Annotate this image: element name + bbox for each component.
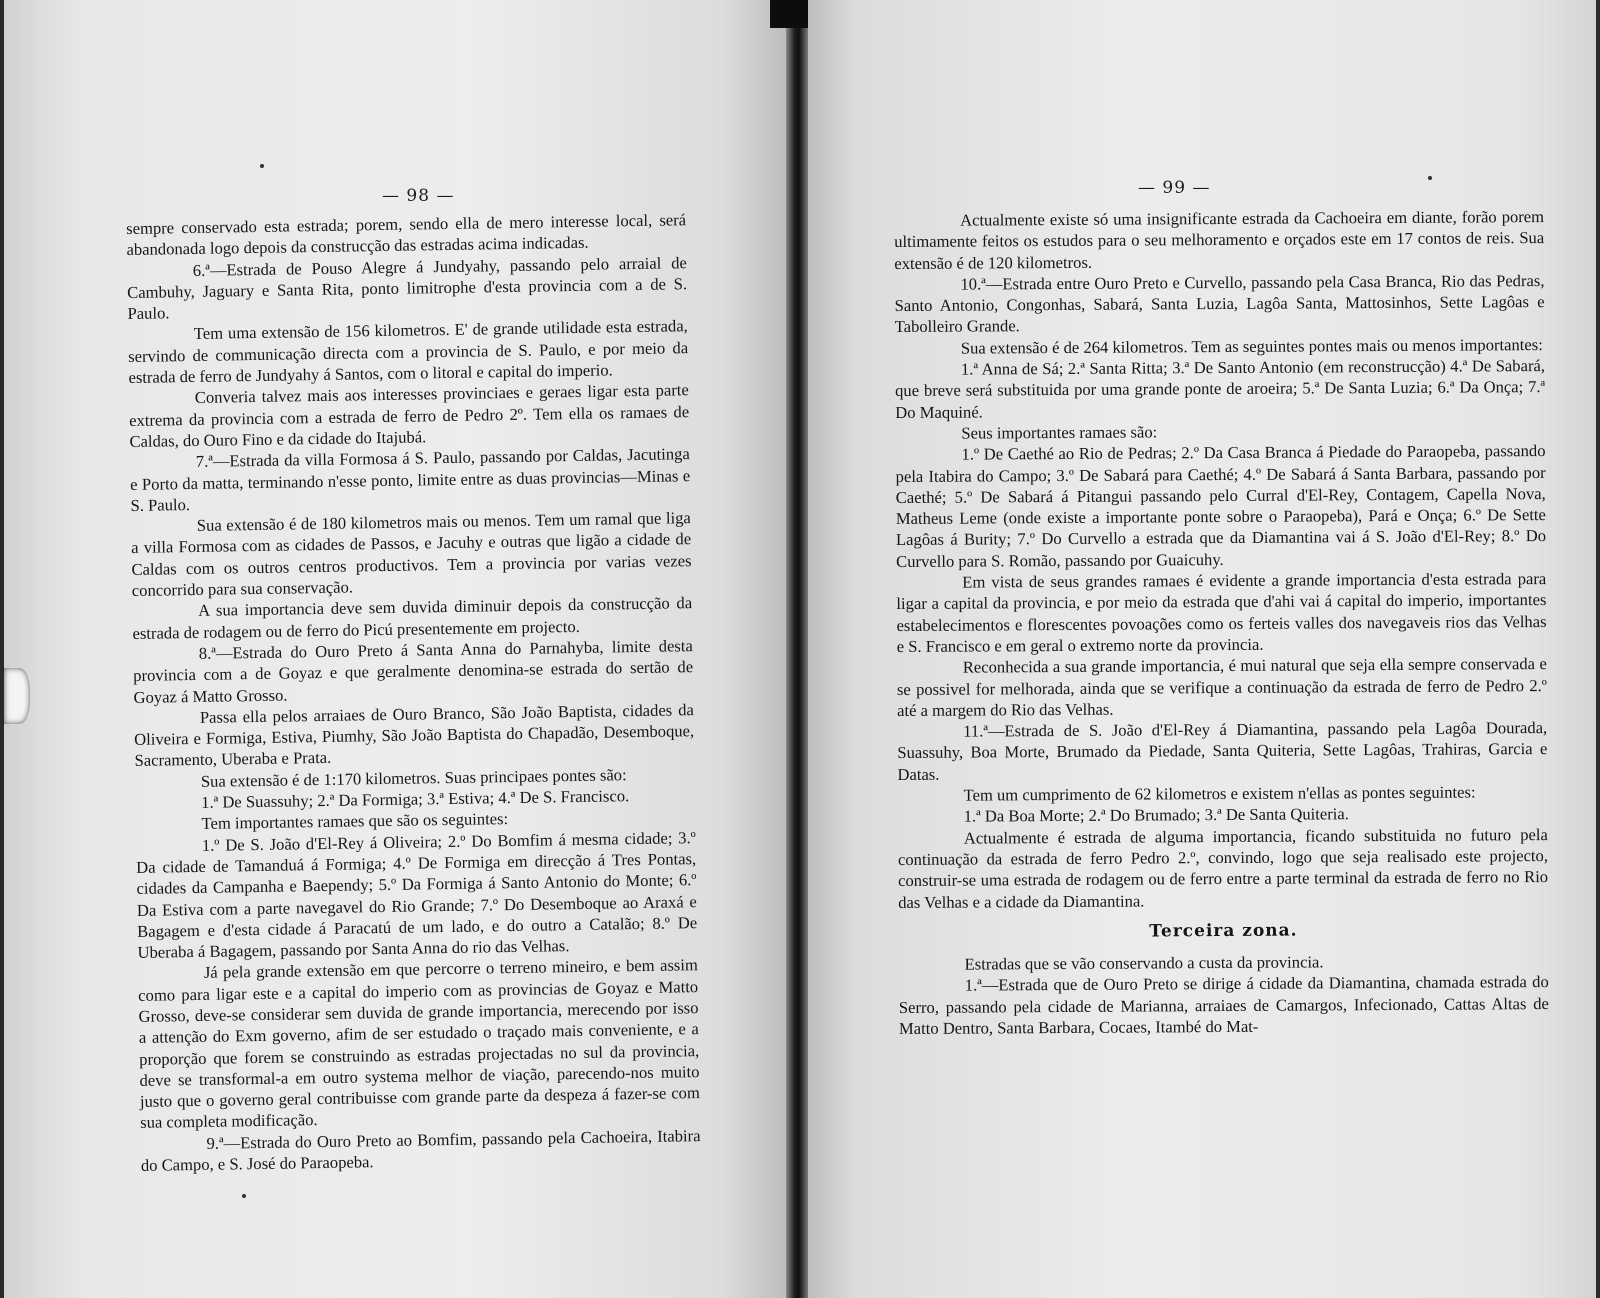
paragraph: 1.ª De Suassuhy; 2.ª Da Formiga; 3.ª Estiva; 4.ª De S. Francisco.: [201, 786, 630, 812]
paragraph: 1.ª Da Boa Morte; 2.ª Do Brumado; 3.ª De Santa Quiteria.: [963, 804, 1349, 826]
paragraph: 1.º De S. João d'El-Rey á Oliveira; 2.º Do Bomfim á mesma cidade; 3.º Da cidade de Tamanduá á Formiga; 4.º De Formiga em direcção á Tres Pontas, cidades da Campanha e Baependy; 5.º Da Formiga á Santo Antonio do Monte; 6.º Da Estiva com a parte navegavel do Rio Grande; 7.º Do Desemboque ao Araxá e Bagagem e d'esta cidade á Paracatú de um lado, e do outro a Catalão; 8.º De Uberaba á Bagagem, passando por Santa Anna do rio das Velhas.: [136, 827, 698, 963]
ink-speck: [1428, 176, 1432, 180]
paragraph: 7.ª—Estrada da villa Formosa á S. Paulo, passando por Caldas, Jacutinga e Porto da matta, terminando n'esse ponto, limite entre as duas provincias—Minas e S. Paulo.: [130, 444, 691, 515]
page-body: [126, 209, 701, 1176]
paragraph: sempre conservado esta estrada; porem, sendo ella de mero interesse local, será abandonada logo depois da construcção das estradas acima indicadas.: [126, 210, 687, 260]
paragraph: 1.º De Caethé ao Rio de Pedras; 2.º Da Casa Branca á Piedade do Paraopeba, passando pela Itabira do Campo; 3.º De Sabará para Caethé; 4.º De Sabará á Santa Barbara, passando por Caethé; 5.º De Sabará á Pitangui passando pelo Curral d'El-Rey, Contagem, Capella Nova, Matheus Leme (onde existe a importante ponte sobre o Paraopeba), Pará e Onça; 6.º De Sette Lagôas á Burity; 7.º Do Curvello a estrada que da Diamantina vai á S. João d'El-Rey; 8.º Do Curvello para S. Romão, passando por Guaicuhy.: [895, 441, 1547, 571]
paragraph: Em vista de seus grandes ramaes é evidente a grande importancia d'esta estrada para ligar a capital da provincia, e por meio da estrada que d'ahi vai á capital do imperio, importantes estabelecimentos e florescentes povoações como os ferteis valles dos navegaveis rios das Velhas e S. Francisco e em geral o extremo norte da provincia.: [896, 569, 1547, 656]
paragraph: 1.ª Anna de Sá; 2.ª Santa Ritta; 3.ª De Santo Antonio (em reconstrucção) 4.ª De Sabará, que breve será substituida por uma grande ponte de aroeira; 5.ª De Santa Luzia; 6.ª Da Onça; 7.ª Do Maquiné.: [895, 356, 1546, 422]
paragraph: Sua extensão é de 264 kilometros. Tem as seguintes pontes mais ou menos importantes:: [960, 334, 1543, 358]
paragraph: Estradas que se vão conservando a custa da provincia.: [964, 952, 1324, 974]
paragraph: 6.ª—Estrada de Pouso Alegre á Jundyahy, passando pelo arraial de Cambuhy, Jaguary e Santa Rita, ponto limitrophe d'esta provincia com a de S. Paulo.: [127, 252, 688, 324]
paragraph: Tem uma extensão de 156 kilometros. E' de grande utilidade esta estrada, servindo de communicação directa com a provincia de S. Paulo, e por meio da estrada de ferro de Jundyahy á Santos, com o litoral e capital do imperio.: [128, 316, 689, 388]
paragraph: Actualmente existe só uma insignificante estrada da Cachoeira em diante, forão porem ultimamente feitos os estudos para o seu melhoramento e orçados este em 17 contos de reis. Sua extensão é de 120 kilometros.: [894, 207, 1545, 273]
paper-tear: [4, 668, 30, 724]
paragraph: A sua importancia deve sem duvida diminuir depois da construcção da estrada de rodagem ou de ferro do Picú presentemente em projecto.: [132, 593, 693, 643]
page-number: — 99 —: [1138, 178, 1211, 198]
paragraph: Reconhecida a sua grande importancia, é mui natural que seja ella sempre conservada e se possivel for melhorada, ainda que se verifique a continuação da estrada de ferro de Pedro 2.º até a margem do Rio das Velhas.: [896, 654, 1547, 720]
paragraph: Sua extensão é de 180 kilometros mais ou menos. Tem um ramal que liga a villa Formosa com as cidades de Passos, e Jacuhy e outras que ligão a cidade de Caldas com os outros centros productivos. Tem a provincia por varias vezes concorrido para sua conservação.: [131, 508, 692, 600]
paragraph: 8.ª—Estrada do Ouro Preto á Santa Anna do Parnahyba, limite desta provincia com a de Goyaz e que geralmente denomina-se estrada do sertão de Goyaz á Matto Grosso.: [133, 636, 694, 707]
paragraph: Converia talvez mais aos interesses provinciaes e geraes ligar esta parte extrema da provincia com a estrada de ferro de Pedro 2º. Tem ella os ramaes de Caldas, do Ouro Fino e da cidade do Itajubá.: [129, 380, 690, 451]
ink-speck: [242, 1194, 246, 1198]
right-page: [808, 0, 1596, 1298]
paragraph: Actualmente é estrada de alguma importancia, ficando substituida no futuro pela continuação da estrada de ferro Pedro 2.º, convindo, logo que seja realisado este projecto, construir-se uma estrada de rodagem ou de ferro entre a parte terminal da estrada de ferro no Rio das Velhas e a cidade da Diamantina.: [897, 824, 1549, 912]
section-heading: Terceira zona.: [1149, 920, 1298, 942]
paragraph: Seus importantes ramaes são:: [961, 422, 1158, 443]
paragraph: Sua extensão é de 1:170 kilometros. Suas principaes pontes são:: [200, 764, 627, 791]
page-number: — 98 —: [382, 186, 455, 206]
page-body: [894, 206, 1549, 1039]
paragraph: Já pela grande extensão em que percorre o terreno mineiro, e bem assim como para ligar este e a capital do imperio com as provincias de Goyaz e Matto Grosso, deve-se considerar sem duvida de grande importancia, merecendo por isso a attenção do Exm governo, afim de ser estudado o traçado mais conveniente, e a proporção que forem se construindo as estradas projectadas no sul da provincia, deve se transformal-a em outro systema melhor de viação, parecendo-nos muito justo que o governo geral contribuisse com grande parte da despeza á fazer-se com sua completa modificação.: [138, 955, 700, 1133]
left-page: [4, 0, 786, 1298]
paragraph: Tem um cumprimento de 62 kilometros e existem n'ellas as pontes seguintes:: [963, 782, 1476, 805]
ink-speck: [260, 164, 264, 168]
paragraph: 11.ª—Estrada de S. João d'El-Rey á Diamantina, passando pela Lagôa Dourada, Suassuhy, Boa Morte, Brumado da Piedade, Santa Quiteria, Sette Lagôas, Trahiras, Garcia e Datas.: [897, 718, 1548, 784]
paragraph: Passa ella pelos arraiaes de Ouro Branco, São João Baptista, cidades da Oliveira e Formiga, Estiva, Piumhy, São João Baptista do Chapadão, Desemboque, Sacramento, Uberaba e Prata.: [134, 699, 695, 771]
paragraph: Tem importantes ramaes que são os seguintes:: [201, 809, 509, 834]
paragraph: 9.ª—Estrada do Ouro Preto ao Bomfim, passando pela Cachoeira, Itabira do Campo, e S. José do Paraopeba.: [140, 1125, 701, 1175]
paragraph: 1.ª—Estrada que de Ouro Preto se dirige á cidade da Diamantina, chamada estrada do Serro, passando pela cidade de Marianna, arraiaes de Camargos, Infecionado, Cattas Altas de Matto Dentro, Santa Barbara, Cocaes, Itambé do Mat-: [898, 972, 1549, 1038]
paragraph: 10.ª—Estrada entre Ouro Preto e Curvello, passando pela Casa Branca, Rio das Pedras, Santo Antonio, Congonhas, Sabará, Santa Luzia, Lagôa Santa, Mattosinhos, Sette Lagôas e Tabolleiro Grande.: [894, 270, 1545, 337]
book-gutter: [786, 0, 808, 1298]
